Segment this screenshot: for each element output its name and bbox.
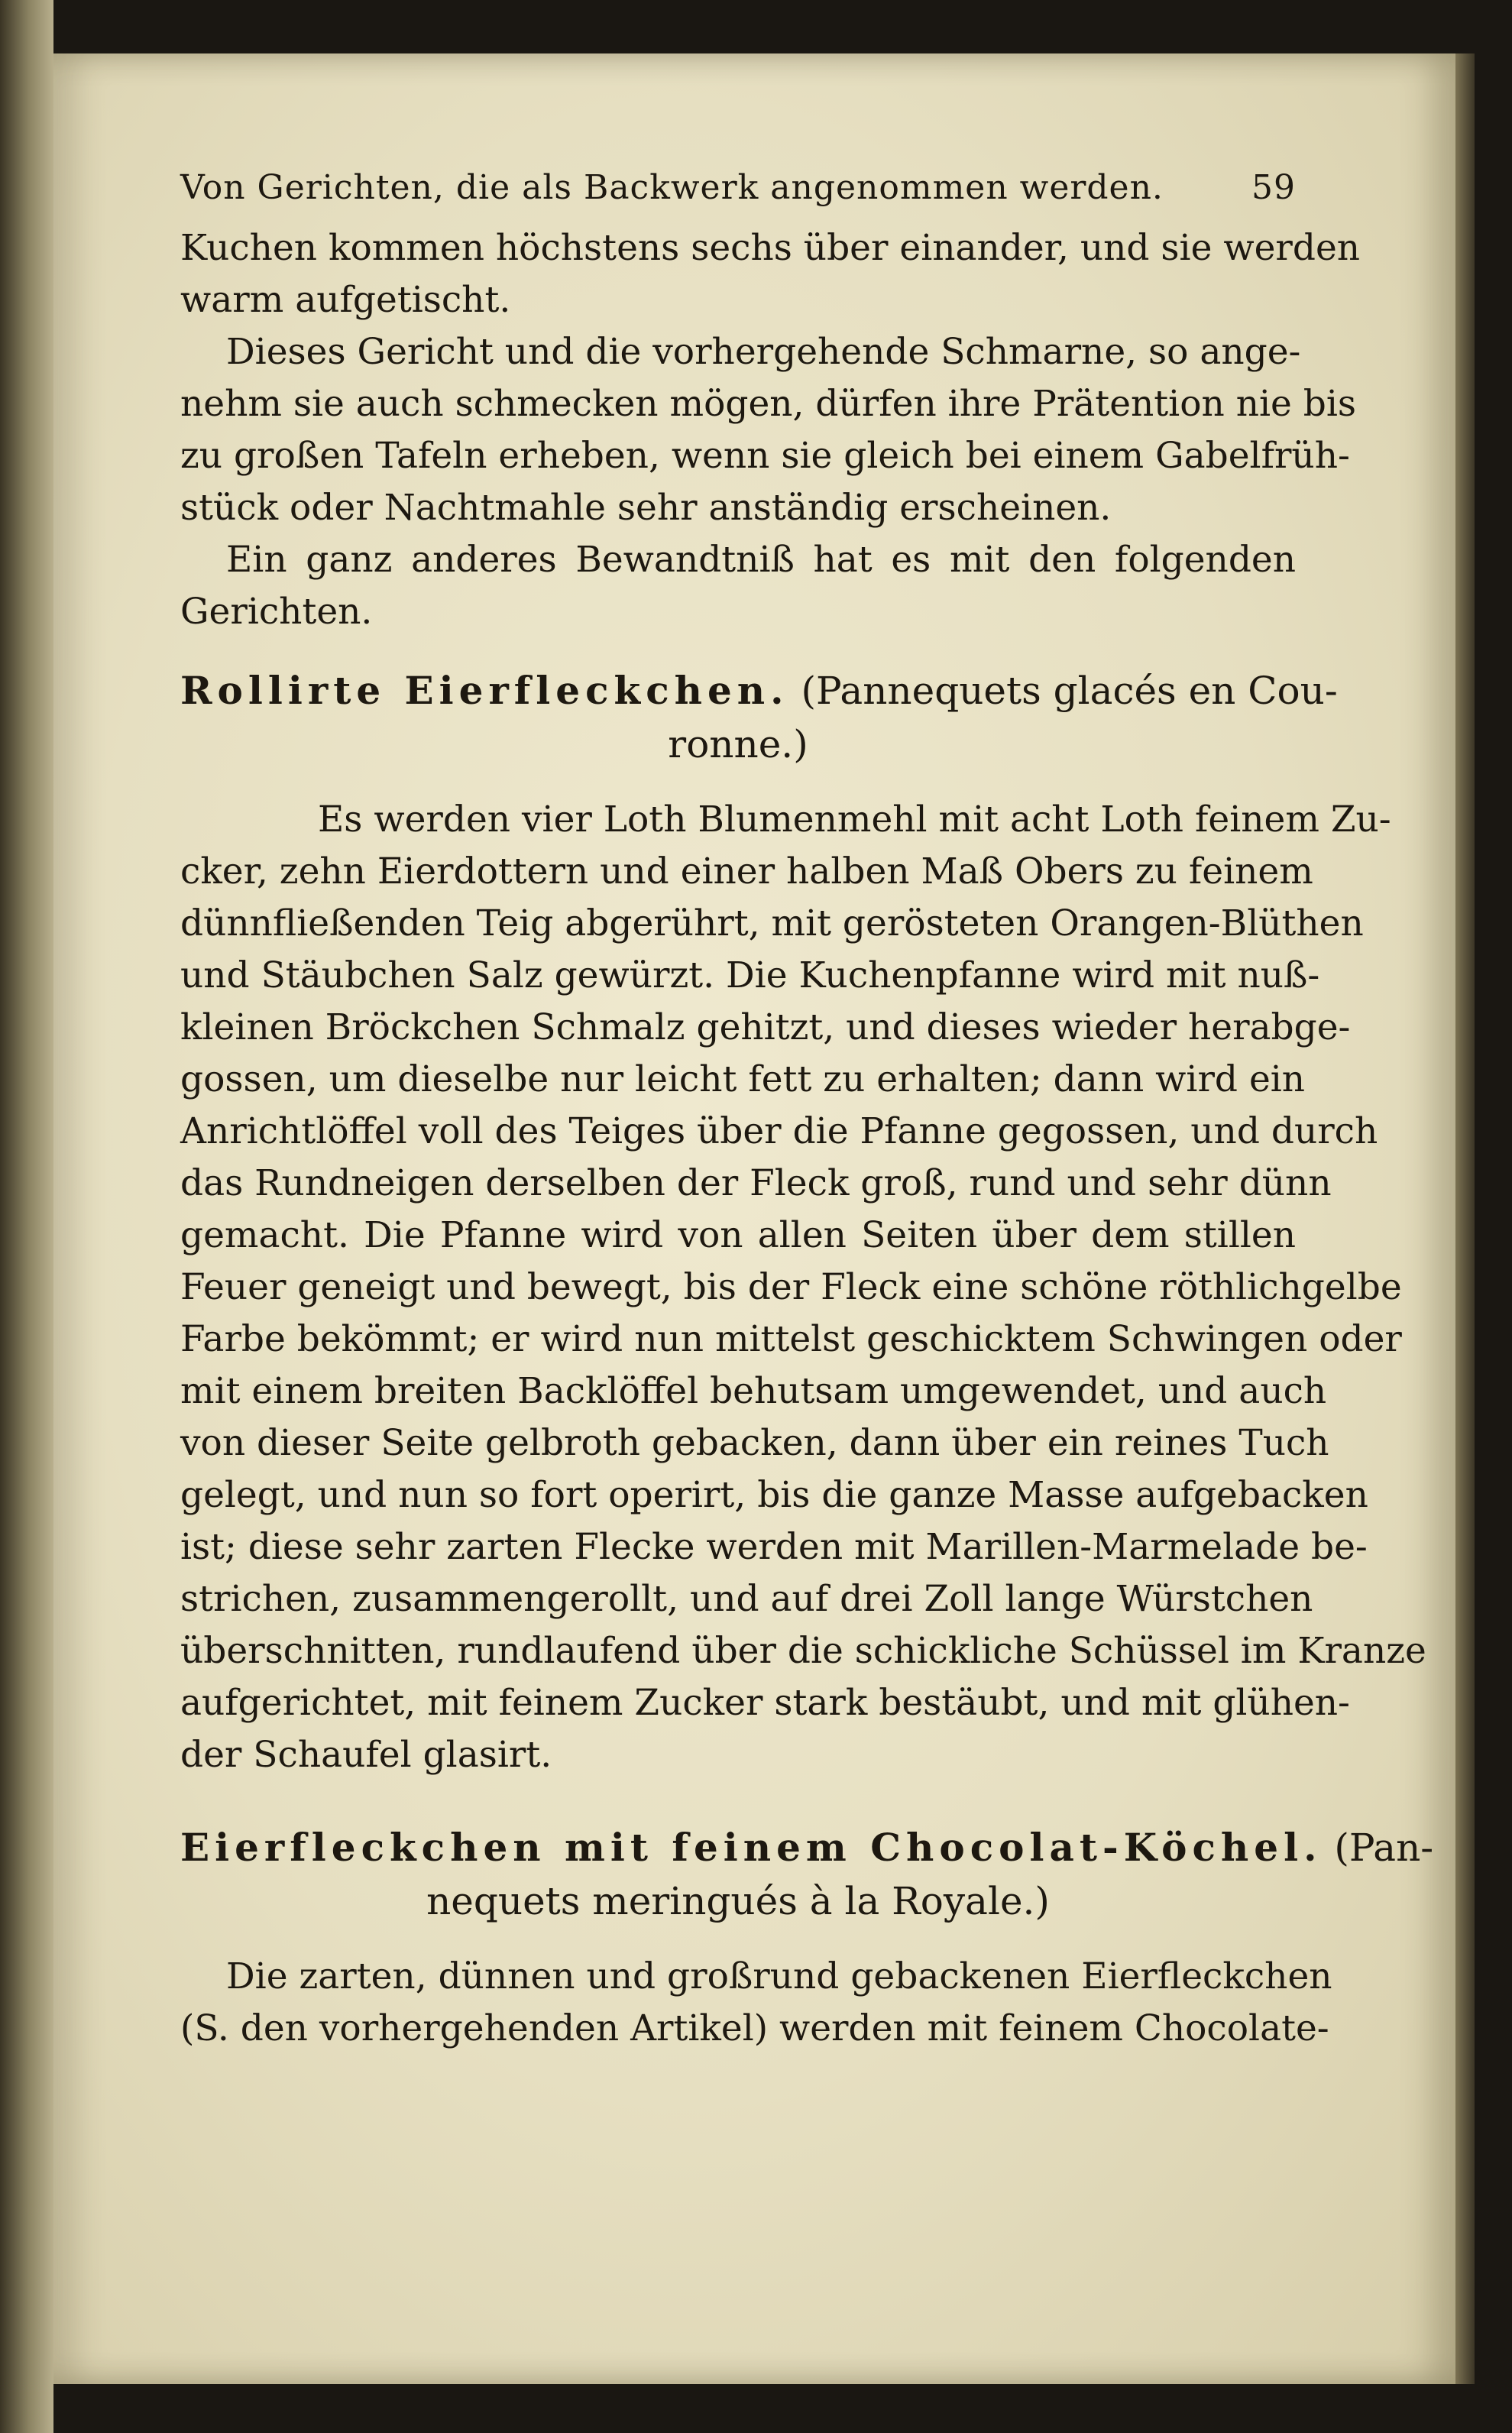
recipe-heading-2-cont xyxy=(180,1874,1296,1928)
recipe-heading-1 xyxy=(180,664,1338,718)
page-number: 59 xyxy=(1251,168,1296,207)
text-line: Ein ganz anderes Bewandtniß hat es mit den folgenden xyxy=(226,539,1296,581)
text-line: Kuchen kommen höchstens sechs über einander, und sie werden xyxy=(180,227,1361,269)
text-line: (S. den vorhergehenden Artikel) werden mit feinem Chocolate- xyxy=(180,2007,1329,2049)
paragraph-1 xyxy=(180,222,1361,326)
text-line: strichen, zusammengerollt, und auf drei Zoll lange Würstchen xyxy=(180,1578,1313,1620)
recipe-subtitle-cont: nequets meringués à la Royale.) xyxy=(426,1879,1050,1923)
text-line: Es werden vier Loth Blumenmehl mit acht Loth feinem Zu- xyxy=(318,799,1391,841)
running-head xyxy=(180,168,1296,207)
recipe-title: Rollirte Eierfleckchen. xyxy=(180,668,789,713)
recipe-body-2 xyxy=(180,1951,1332,2055)
text-line: der Schaufel glasirt. xyxy=(180,1734,552,1776)
text-line: Gerichten. xyxy=(180,591,373,633)
text-line: Dieses Gericht und die vorhergehende Schmarne, so ange- xyxy=(226,331,1301,373)
text-line: ist; diese sehr zarten Flecke werden mit Marillen-Marmelade be- xyxy=(180,1526,1368,1568)
text-line: gemacht. Die Pfanne wird von allen Seiten über dem stillen xyxy=(180,1214,1296,1256)
book-left-edge xyxy=(0,0,53,2433)
text-line: Farbe bekömmt; er wird nun mittelst geschicktem Schwingen oder xyxy=(180,1318,1402,1360)
text-line: warm aufgetischt. xyxy=(180,279,511,321)
text-line: das Rundneigen derselben der Fleck groß, rund und sehr dünn xyxy=(180,1162,1332,1204)
text-line: aufgerichtet, mit feinem Zucker stark bestäubt, und mit glühen- xyxy=(180,1682,1350,1724)
text-line: gelegt, und nun so fort operirt, bis die ganze Masse aufgebacken xyxy=(180,1474,1368,1516)
running-title: Von Gerichten, die als Backwerk angenommen werden. xyxy=(180,168,1164,207)
text-line: und Stäubchen Salz gewürzt. Die Kuchenpfanne wird mit nuß- xyxy=(180,954,1320,996)
text-line: überschnitten, rundlaufend über die schickliche Schüssel im Kranze xyxy=(180,1630,1426,1672)
text-line: Feuer geneigt und bewegt, bis der Fleck eine schöne röthlichgelbe xyxy=(180,1266,1402,1308)
text-line: mit einem breiten Backlöffel behutsam umgewendet, und auch xyxy=(180,1370,1327,1412)
page-text xyxy=(180,168,1434,2055)
text-line: stück oder Nachtmahle sehr anständig erscheinen. xyxy=(180,487,1112,529)
recipe-heading-2 xyxy=(180,1821,1434,1874)
text-line: zu großen Tafeln erheben, wenn sie gleich bei einem Gabelfrüh- xyxy=(180,435,1350,477)
text-line: dünnfließenden Teig abgerührt, mit gerösteten Orangen-Blüthen xyxy=(180,902,1364,944)
text-line: kleinen Bröckchen Schmalz gehitzt, und dieses wieder herabge- xyxy=(180,1006,1351,1048)
text-line: cker, zehn Eierdottern und einer halben Maß Obers zu feinem xyxy=(180,850,1313,893)
paragraph-3 xyxy=(180,534,1296,638)
recipe-title: Eierfleckchen mit feinem Chocolat-Köchel. xyxy=(180,1825,1323,1870)
book-right-edge xyxy=(1455,53,1475,2384)
text-line: Anrichtlöffel voll des Teiges über die Pfanne gegossen, und durch xyxy=(180,1110,1378,1152)
text-line: nehm sie auch schmecken mögen, dürfen ihre Prätention nie bis xyxy=(180,383,1356,425)
recipe-subtitle: (Pan- xyxy=(1334,1826,1434,1870)
recipe-subtitle-cont: ronne.) xyxy=(668,722,808,766)
text-line: von dieser Seite gelbroth gebacken, dann über ein reines Tuch xyxy=(180,1422,1329,1464)
recipe-heading-1-cont xyxy=(180,718,1296,771)
paragraph-2 xyxy=(180,326,1356,534)
text-line: Die zarten, dünnen und großrund gebackenen Eierfleckchen xyxy=(226,1955,1332,1997)
recipe-body-1 xyxy=(180,794,1426,1781)
recipe-subtitle: (Pannequets glacés en Cou- xyxy=(801,669,1338,713)
text-line: gossen, um dieselbe nur leicht fett zu erhalten; dann wird ein xyxy=(180,1058,1306,1100)
